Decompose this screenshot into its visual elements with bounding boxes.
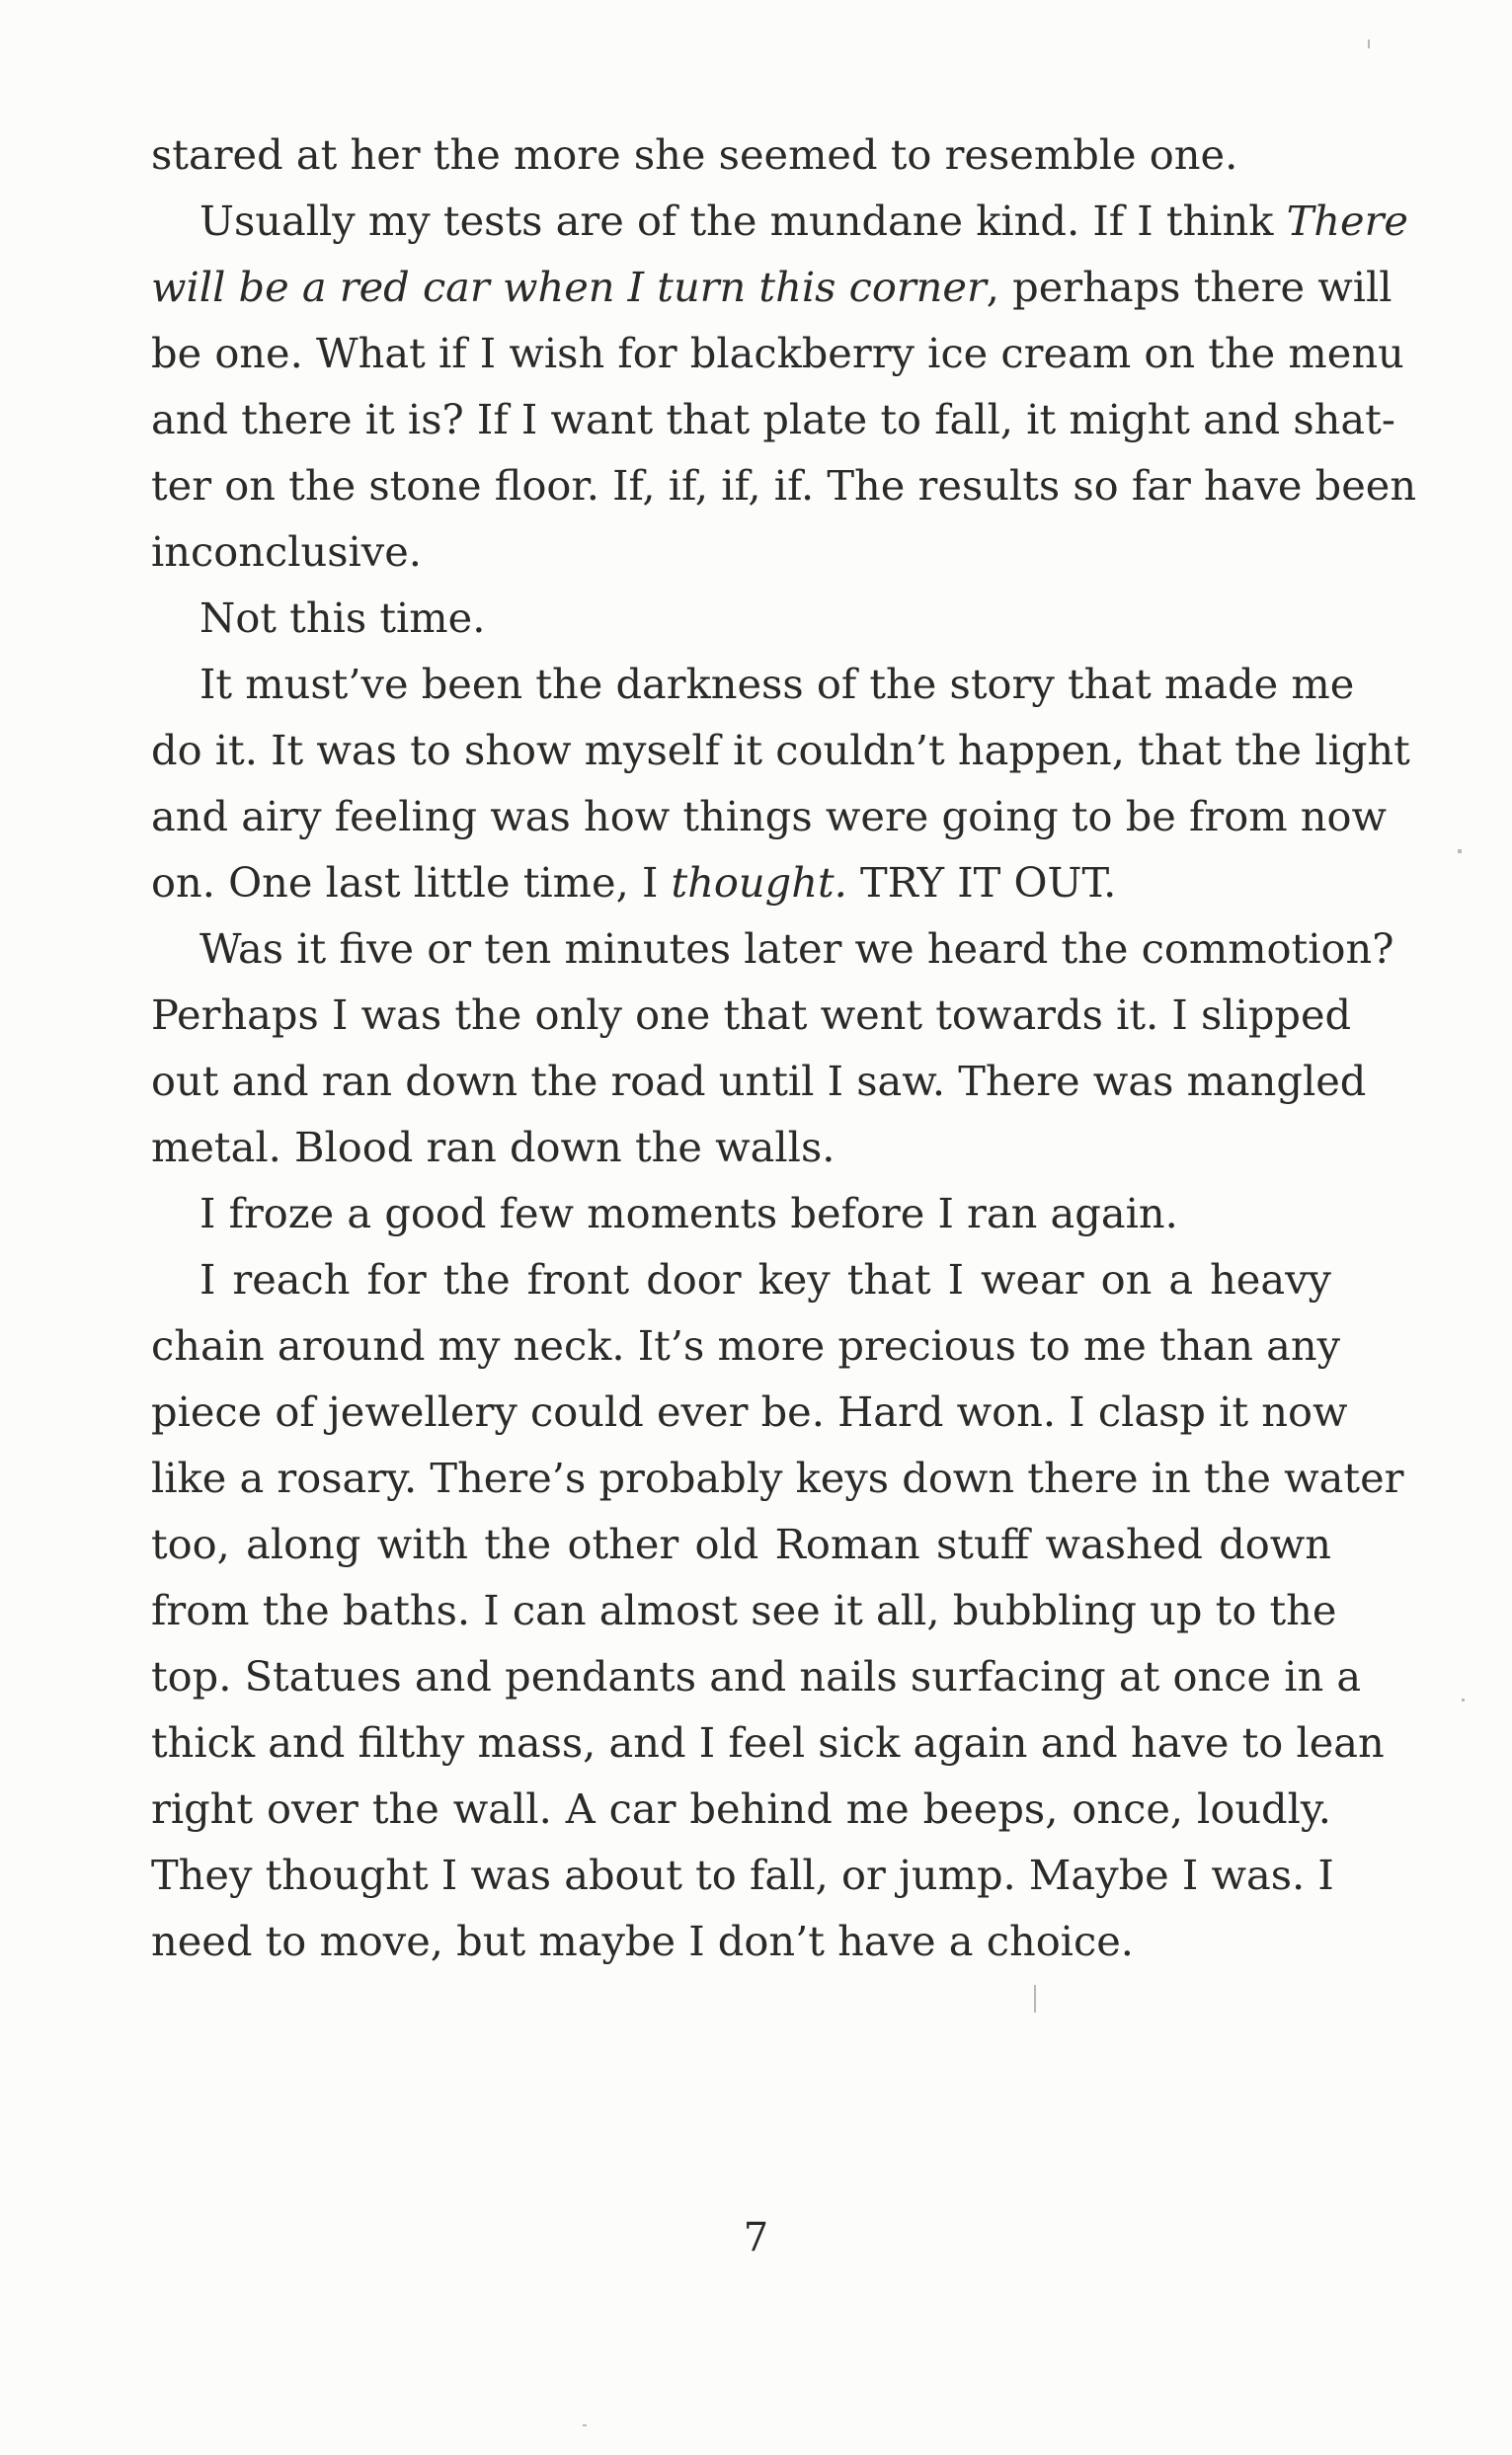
- text-line: ter on the stone floor. If, if, if, if. The results so far have been: [151, 461, 1417, 510]
- text-line: They thought I was about to fall, or jump. Maybe I was. I: [151, 1851, 1334, 1899]
- italic-text: There: [1286, 197, 1408, 245]
- scan-speck: [1034, 1985, 1036, 2013]
- text-line: do it. It was to show myself it couldn’t happen, that the light: [151, 726, 1410, 774]
- text-line: be one. What if I wish for blackberry ice cream on the menu: [151, 329, 1404, 377]
- text-line: It must’ve been the darkness of the story that made me: [199, 660, 1355, 708]
- text-line: top. Statues and pendants and nails surfacing at once in a: [151, 1652, 1362, 1701]
- text-line: I froze a good few moments before I ran again.: [199, 1189, 1178, 1237]
- italic-text: will be a red car when I turn this corner: [151, 263, 987, 311]
- text-line: need to move, but maybe I don’t have a choice.: [151, 1917, 1134, 1965]
- text-line: from the baths. I can almost see it all, bubbling up to the: [151, 1586, 1337, 1634]
- text-line: metal. Blood ran down the walls.: [151, 1123, 836, 1171]
- text-line: piece of jewellery could ever be. Hard won. I clasp it now: [151, 1387, 1348, 1436]
- text-line: and airy feeling was how things were going to be from now: [151, 792, 1387, 840]
- text-line: chain around my neck. It’s more precious to me than any: [151, 1321, 1341, 1370]
- text-line: too, along with the other old Roman stuff washed down: [151, 1520, 1331, 1568]
- text-line: I reach for the front door key that I wear on a heavy: [199, 1255, 1331, 1304]
- text-line: like a rosary. There’s probably keys down there in the water: [151, 1454, 1404, 1502]
- text-line: right over the wall. A car behind me beeps, once, loudly.: [151, 1784, 1331, 1833]
- scan-speck: [583, 2424, 587, 2426]
- text-line: and there it is? If I want that plate to fall, it might and shat-: [151, 395, 1395, 443]
- body-text: [151, 121, 1417, 1974]
- text-line: inconclusive.: [151, 527, 422, 576]
- scan-speck: [1368, 40, 1370, 48]
- text-line: will be a red car when I turn this corner, perhaps there will: [151, 263, 1393, 311]
- text-line: stared at her the more she seemed to resemble one.: [151, 130, 1238, 179]
- scan-speck: [1458, 849, 1462, 853]
- text-line: on. One last little time, I thought. TRY IT OUT.: [151, 858, 1117, 907]
- italic-text: thought.: [671, 858, 847, 907]
- text-line: Was it five or ten minutes later we heard the commotion?: [199, 924, 1394, 973]
- text-line: thick and filthy mass, and I feel sick again and have to lean: [151, 1718, 1385, 1767]
- text-line: Perhaps I was the only one that went towards it. I slipped: [151, 990, 1352, 1039]
- scan-speck: [1462, 1699, 1465, 1702]
- text-line: out and ran down the road until I saw. There was mangled: [151, 1057, 1367, 1105]
- text-line: Usually my tests are of the mundane kind. If I think There: [199, 197, 1408, 245]
- page-number: 7: [743, 2215, 769, 2260]
- text-line: Not this time.: [199, 594, 486, 642]
